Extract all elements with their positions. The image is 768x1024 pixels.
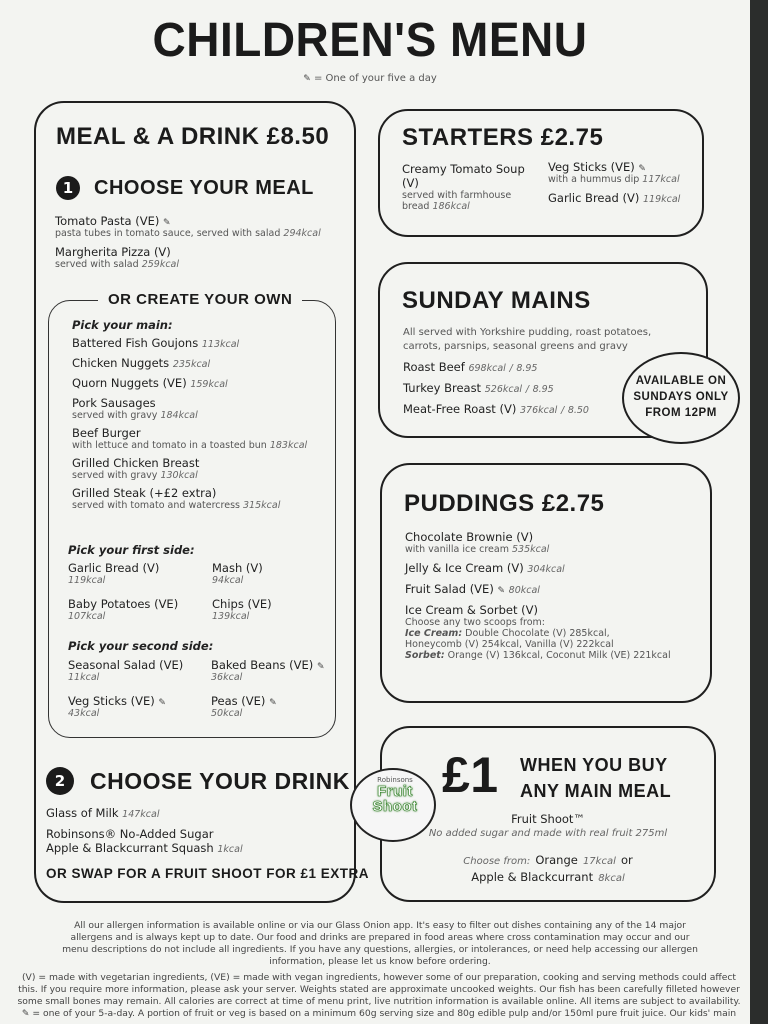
side-item: Peas (VE) ✎ 50kcal <box>211 694 277 719</box>
meal-desc: served with salad 259kcal <box>55 259 180 270</box>
step-1-number: 1 <box>56 176 80 200</box>
mains-heading: Pick your main: <box>72 318 173 332</box>
meal-deal-title: MEAL & A DRINK £8.50 <box>56 123 330 150</box>
step-1-title: CHOOSE YOUR MEAL <box>94 176 314 199</box>
carrot-icon: ✎ <box>269 698 277 708</box>
side-item: Baby Potatoes (VE) 107kcal <box>68 597 179 622</box>
legend-info: (V) = made with vegetarian ingredients, (VE) = made with vegan ingredients, however some of our preparation, cooking and serving methods could affect this. If you require more information, please ask your server. Weights stated are approximate uncooked weights. Our fish has been carefully filleted however some small bones may remain. All calories are correct at time of menu print, live nutrition information is available online. All items are subject to availability. ✎ = one of your 5-a-day. A portion of fruit or veg is based on a minimum 60g serving size and 80g edible pulp and/or 150ml pure fruit juice. Our kids' main <box>17 972 741 1019</box>
sunday-badge-text: AVAILABLE ON SUNDAYS ONLY FROM 12PM <box>633 375 729 419</box>
step-2-heading <box>46 767 350 795</box>
drink-item: Robinsons® No-Added Sugar <box>46 827 214 841</box>
carrot-icon: ✎ <box>303 74 311 84</box>
pudding-item: Ice Cream & Sorbet (V) <box>405 603 538 617</box>
side-item: Veg Sticks (VE) ✎ 43kcal <box>68 694 166 719</box>
main-desc: served with gravy 184kcal <box>72 410 198 421</box>
carrot-icon: ✎ <box>21 1009 30 1019</box>
five-a-day-note: ✎ = One of your five a day <box>303 73 437 84</box>
starter-item: Creamy Tomato Soup (V) served with farmhouse bread 186kcal <box>402 162 525 212</box>
carrot-icon: ✎ <box>158 698 166 708</box>
first-side-heading: Pick your first side: <box>68 543 195 557</box>
meal-desc: pasta tubes in tomato sauce, served with salad 294kcal <box>55 228 321 239</box>
fruit-shoot-headline: WHEN YOU BUY ANY MAIN MEAL <box>520 755 672 801</box>
meal-item: Margherita Pizza (V) <box>55 245 171 259</box>
side-item: Chips (VE) 139kcal <box>212 597 272 622</box>
main-item: Beef Burger <box>72 426 141 440</box>
drink-item: Glass of Milk 147kcal <box>46 806 160 820</box>
main-item: Pork Sausages <box>72 396 156 410</box>
side-item: Mash (V) 94kcal <box>212 561 263 586</box>
meal-list <box>55 214 345 270</box>
sunday-mains-title: SUNDAY MAINS <box>402 287 591 314</box>
carrot-icon: ✎ <box>497 586 506 596</box>
side-item: Seasonal Salad (VE) 11kcal <box>68 658 184 683</box>
main-item: Quorn Nuggets (VE) 159kcal <box>72 376 228 390</box>
drinks-list <box>46 806 346 855</box>
sunday-list <box>403 360 623 416</box>
main-desc: served with tomato and watercress 315kcal <box>72 500 281 511</box>
pudding-item: Fruit Salad (VE) ✎ 80kcal <box>405 582 540 596</box>
fruit-shoot-desc: No added sugar and made with real fruit 275ml <box>428 828 668 839</box>
second-side-heading: Pick your second side: <box>68 639 214 653</box>
side-item: Baked Beans (VE) ✎ 36kcal <box>211 658 325 683</box>
fruit-shoot-logo-text: Robinsons Fruit Shoot <box>372 776 418 815</box>
page-edge-shadow <box>750 0 768 1024</box>
sorbet-options: Sorbet: Orange (V) 136kcal, Coconut Milk (VE) 221kcal <box>405 650 671 661</box>
mains-list <box>72 318 332 511</box>
sunday-item: Roast Beef 698kcal / 8.95 <box>403 360 538 374</box>
pudding-item: Chocolate Brownie (V) <box>405 530 534 544</box>
carrot-icon: ✎ <box>638 164 646 174</box>
first-sides <box>68 543 328 557</box>
carrot-icon: ✎ <box>163 218 171 228</box>
fruit-shoot-product: Fruit Shoot™ <box>511 812 585 826</box>
starters-title: STARTERS £2.75 <box>402 124 604 151</box>
main-item: Battered Fish Goujons 113kcal <box>72 336 240 350</box>
puddings-title: PUDDINGS £2.75 <box>404 490 605 517</box>
swap-note: OR SWAP FOR A FRUIT SHOOT FOR £1 EXTRA <box>46 866 370 881</box>
pudding-item: Jelly & Ice Cream (V) 304kcal <box>405 561 565 575</box>
page-title: CHILDREN'S MENU <box>152 11 588 67</box>
carrot-icon: ✎ <box>316 662 325 672</box>
sunday-item: Turkey Breast 526kcal / 8.95 <box>403 381 554 395</box>
fruit-shoot-options: Choose from: Orange 17kcal or <box>463 853 633 867</box>
main-item: Grilled Steak (+£2 extra) <box>72 486 217 500</box>
sunday-intro: All served with Yorkshire pudding, roast potatoes, carrots, parsnips, seasonal greens and gravy <box>403 327 652 352</box>
side-item: Garlic Bread (V) 119kcal <box>68 561 160 586</box>
ice-cream-options: Ice Cream: Double Chocolate (V) 285kcal, <box>405 628 610 639</box>
step-1-heading <box>56 176 314 200</box>
main-desc: served with gravy 130kcal <box>72 470 198 481</box>
fruit-shoot-options-2: Apple & Blackcurrant 8kcal <box>471 870 625 884</box>
drink-item: Apple & Blackcurrant Squash 1kcal <box>46 841 243 855</box>
sunday-item: Meat-Free Roast (V) 376kcal / 8.50 <box>403 402 589 416</box>
fruit-shoot-price: £1 <box>442 747 499 803</box>
main-item: Grilled Chicken Breast <box>72 456 200 470</box>
step-2-number: 2 <box>46 767 74 795</box>
meal-item: Tomato Pasta (VE) ✎ <box>55 214 171 228</box>
puddings-list: Chocolate Brownie (V) with vanilla ice cream 535kcal Jelly & Ice Cream (V) 304kcal Fruit Salad (VE) ✎ 80kcal Ice Cream & Sorbet (V) Choose any two scoops from: Ice Cream: Double Chocolate (V) 285kcal, Honeycomb (V) 254kcal, Vanilla (V) 222kcal Sorbet: Orange (V) 136kcal, Coconut Milk (VE) 221kcal <box>405 530 705 661</box>
main-item: Chicken Nuggets 235kcal <box>72 356 211 370</box>
allergen-info: All our allergen information is available online or via our Glass Onion app. It's easy to filter out dishes containing any of the 14 major allergens and is always kept up to date. Our food and drinks are prepared in food areas where cross contamination may occur and our menu descriptions do not include all ingredients. If you have any questions, allergies, or intolerances, or need help accessing our allergen information, please let us know before ordering. <box>62 920 698 967</box>
step-2-title: CHOOSE YOUR DRINK <box>90 767 350 794</box>
main-desc: with lettuce and tomato in a toasted bun 183kcal <box>72 440 308 451</box>
starter-item: Veg Sticks (VE) ✎ with a hummus dip 117kcal Garlic Bread (V) 119kcal <box>548 160 681 205</box>
create-your-own-title: OR CREATE YOUR OWN <box>98 291 302 308</box>
